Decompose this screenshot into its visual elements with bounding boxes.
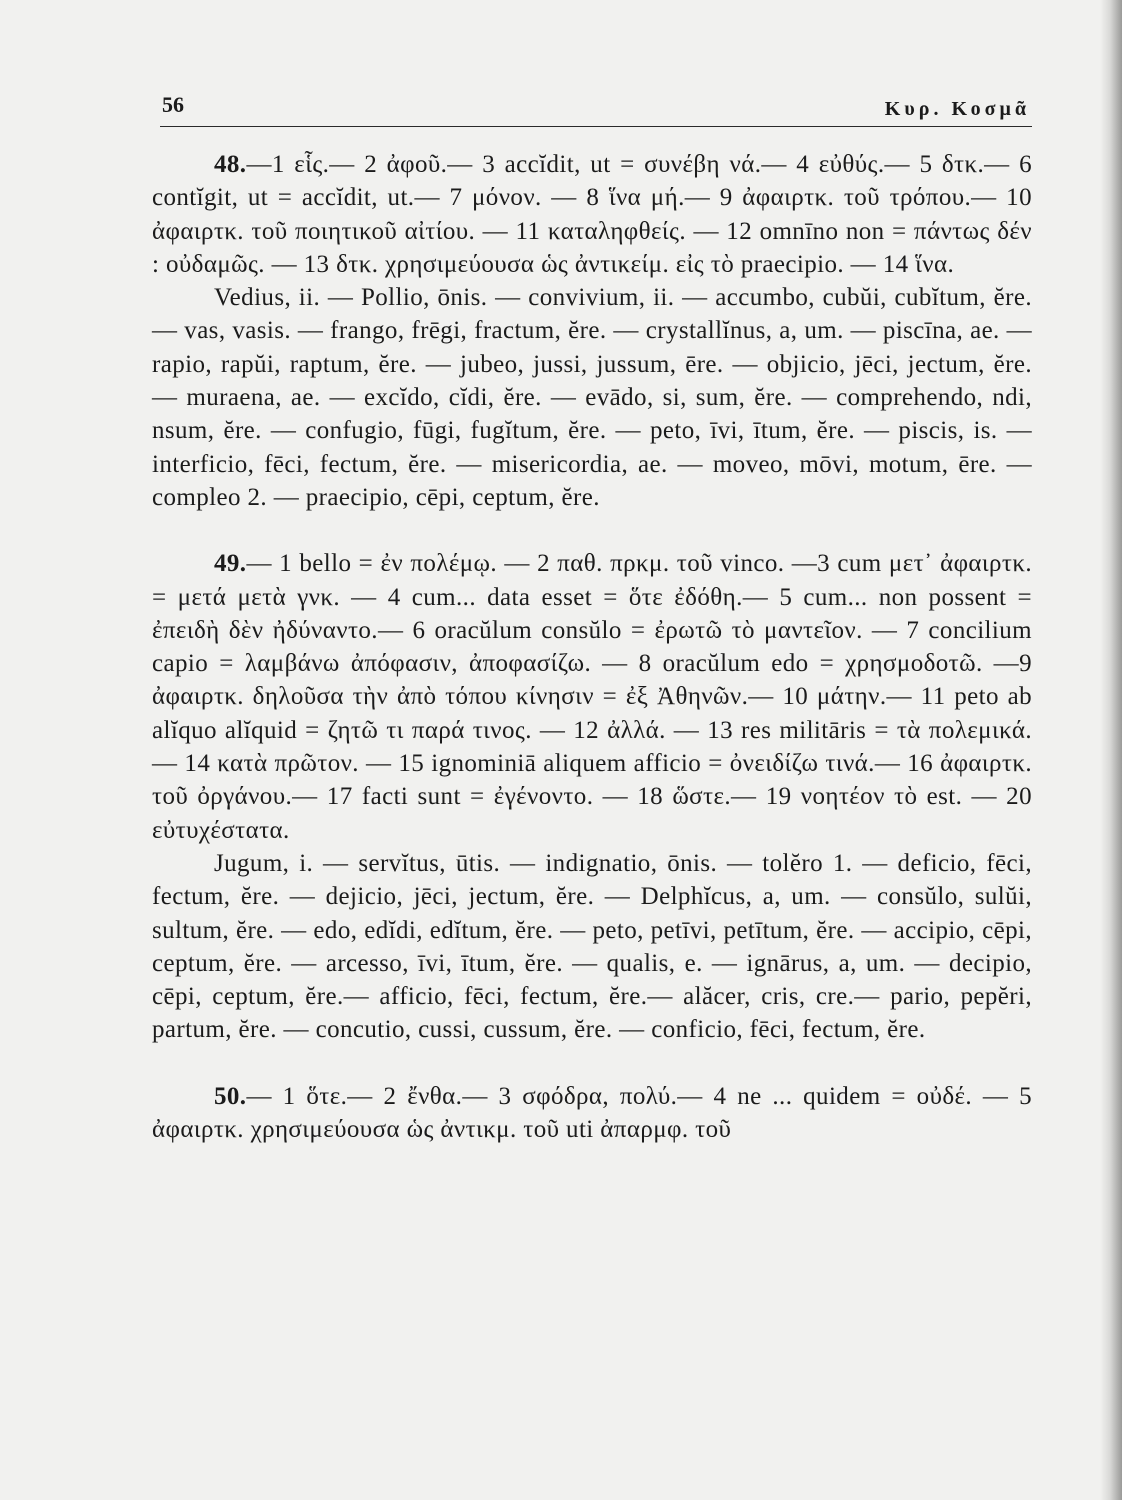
exercise-48-notes — [152, 148, 1032, 281]
page-number: 56 — [162, 92, 184, 117]
exercise-49-vocab: Jugum, i. — servĭtus, ūtis. — indignatio, ōnis. — tolĕro 1. — deficio, fēci, fectum, ĕre. — dejicio, jēci, jectum, ĕre. — Delphĭcus, a, um. — consŭlo, sulŭi, sultum, ĕre. — edo, edĭdi, edĭtum, ĕre. — peto, petīvi, petītum, ĕre. — accipio, cēpi, ceptum, ĕre. — arcesso, īvi, ītum, ĕre. — qualis, e. — ignārus, a, um. — decipio, cēpi, ceptum, ĕre.— afficio, fēci, fectum, ĕre.— alăcer, cris, cre.— pario, pepĕri, partum, ĕre. — concutio, cussi, cussum, ĕre. — conficio, fēci, fectum, ĕre. — [152, 849, 1032, 1044]
page-header — [160, 88, 1030, 124]
exercise-49-notes — [152, 547, 1032, 847]
exercise-notes-text: — 1 ὅτε.— 2 ἔνθα.— 3 σφόδρα, πολύ.— 4 ne ... quidem = οὐδέ. — 5 ἀφαιρτκ. χρησιμεύουσα ὡς ἀντικμ. τοῦ uti ἀπαρμφ. τοῦ — [152, 1082, 1032, 1144]
exercise-number: 50. — [214, 1082, 247, 1110]
exercise-number: 48. — [214, 151, 247, 178]
page-body — [152, 148, 1032, 1146]
section-gap — [152, 1047, 1032, 1080]
exercise-48-vocab: Vedius, ii. — Pollio, ōnis. — convivium, ii. — accumbo, cubŭi, cubĭtum, ĕre. — vas, vasis. — frango, frēgi, fractum, ĕre. — crystallĭnus, a, um. — piscīna, ae. — rapio, rapŭi, raptum, ĕre. — jubeo, jussi, jussum, ēre. — objicio, jēci, jectum, ĕre. — muraena, ae. — excĭdo, cĭdi, ĕre. — evādo, si, sum, ĕre. — comprehendo, ndi, nsum, ĕre. — confugio, fūgi, fugĭtum, ĕre. — peto, īvi, ītum, ĕre. — piscis, is. — interficio, fēci, fectum, ĕre. — misericordia, ae. — moveo, mōvi, motum, ēre. — compleo 2. — praecipio, cēpi, ceptum, ĕre. — [152, 284, 1032, 511]
header-rule — [160, 126, 1032, 127]
running-head: Κυρ. Κοσμᾶ — [884, 98, 1030, 120]
exercise-number: 49. — [214, 550, 247, 578]
exercise-50-notes — [152, 1080, 1032, 1147]
exercise-notes-text: —1 εἷς.— 2 ἀφοῦ.— 3 accĭdit, ut = συνέβη νά.— 4 εὐθύς.— 5 δτκ.— 6 contĭgit, ut = accĭdit, ut.— 7 μόνον. — 8 ἵνα μή.— 9 ἀφαιρτκ. τοῦ τρόπου.— 10 ἀφαιρτκ. τοῦ ποιητικοῦ αἰτίου. — 11 καταληφθείς. — 12 omnīno non = πάντως δέν : οὐδαμῶς. — 13 δτκ. χρησιμεύουσα ὡς ἀντικείμ. εἰς τὸ praecipio. — 14 ἵνα. — [152, 151, 1032, 278]
exercise-notes-text: — 1 bello = ἐν πολέμῳ. — 2 παθ. πρκμ. τοῦ vinco. —3 cum μετ᾽ ἀφαιρτκ. = μετά μετὰ γνκ. — 4 cum... data esset = ὅτε ἐδόθη.— 5 cum... non possent = ἐπειδὴ δὲν ἠδύναντο.— 6 oracŭlum consŭlo = ἐρωτῶ τὸ μαντεῖον. — 7 concilium capio = λαμβάνω ἀπόφασιν, ἀποφασίζω. — 8 oracŭlum edo = χρησμοδοτῶ. —9 ἀφαιρτκ. δηλοῦσα τὴν ἀπὸ τόπου κίνησιν = ἐξ Ἀθηνῶν.— 10 μάτην.— 11 peto ab alĭquo alĭquid = ζητῶ τι παρά τινος. — 12 ἀλλά. — 13 res militāris = τὰ πολεμικά. — 14 κατὰ πρῶτον. — 15 ignominiā aliquem afficio = ὀνειδίζω τινά.— 16 ἀφαιρτκ. τοῦ ὀργάνου.— 17 facti sunt = ἐγένοντο. — 18 ὥστε.— 19 νοητέον τὸ est. — 20 εὐτυχέστατα. — [152, 550, 1032, 844]
section-gap — [152, 514, 1032, 547]
